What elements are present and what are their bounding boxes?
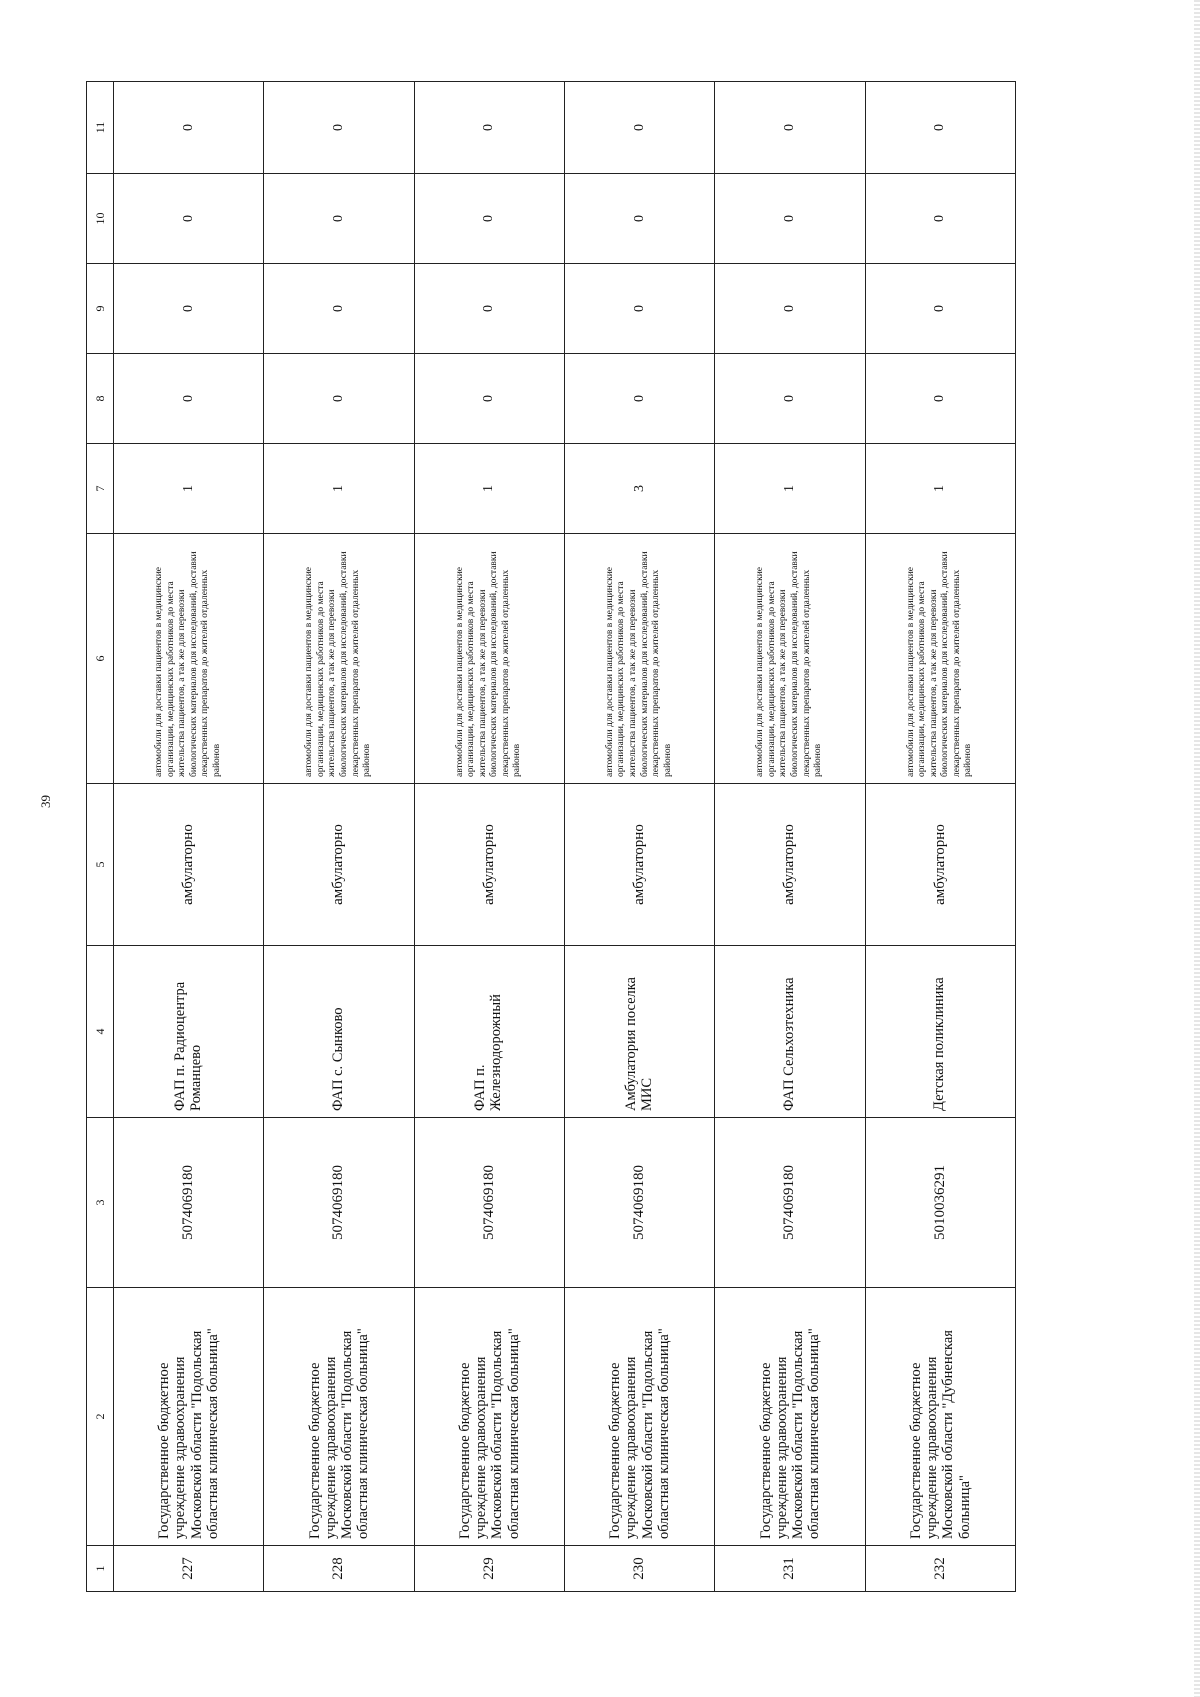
table-row [865,82,1015,1592]
scan-edge-artifact [1194,0,1200,1697]
subdivision-name: ФАП Сельхозтехника [715,946,865,1118]
organization-name: Государственное бюджетное учреждение здравоохранения Московской области "Подольская областная клиническая больница" [414,1288,564,1546]
value-col-10: 0 [414,174,564,264]
value-col-9: 0 [564,264,714,354]
value-col-7: 1 [114,444,264,534]
value-col-11: 0 [114,82,264,174]
value-col-7: 1 [715,444,865,534]
value-col-8: 0 [414,354,564,444]
page-number: 39 [38,795,53,808]
value-col-9: 0 [865,264,1015,354]
column-number: 2 [87,1288,114,1546]
transport-purpose: автомобили для доставки пациентов в медицинские организации, медицинских работников до места жительства пациентов, а так же для перевозки биологических материалов для исследований, доставки лекарственных препаратов до жителей отдаленных районов [114,534,264,784]
care-condition: амбулаторно [564,784,714,946]
table-row [564,82,714,1592]
value-col-9: 0 [114,264,264,354]
value-col-10: 0 [865,174,1015,264]
column-number: 9 [87,264,114,354]
column-number: 6 [87,534,114,784]
subdivision-name: ФАП п. Радиоцентра Романцево [114,946,264,1118]
column-number: 7 [87,444,114,534]
value-col-11: 0 [264,82,414,174]
rotated-table-container [86,82,1016,1592]
value-col-8: 0 [564,354,714,444]
care-condition: амбулаторно [414,784,564,946]
table-row [264,82,414,1592]
value-col-11: 0 [715,82,865,174]
column-number: 8 [87,354,114,444]
transport-purpose: автомобили для доставки пациентов в медицинские организации, медицинских работников до места жительства пациентов, а так же для перевозки биологических материалов для исследований, доставки лекарственных препаратов до жителей отдаленных районов [414,534,564,784]
value-col-7: 1 [264,444,414,534]
table-row [114,82,264,1592]
subdivision-name: ФАП с. Сынково [264,946,414,1118]
organization-inn: 5074069180 [715,1118,865,1288]
value-col-7: 1 [414,444,564,534]
organization-name: Государственное бюджетное учреждение здравоохранения Московской области "Подольская областная клиническая больница" [715,1288,865,1546]
transport-purpose: автомобили для доставки пациентов в медицинские организации, медицинских работников до места жительства пациентов, а так же для перевозки биологических материалов для исследований, доставки лекарственных препаратов до жителей отдаленных районов [715,534,865,784]
organization-name: Государственное бюджетное учреждение здравоохранения Московской области "Подольская областная клиническая больница" [564,1288,714,1546]
care-condition: амбулаторно [114,784,264,946]
value-col-7: 3 [564,444,714,534]
transport-purpose: автомобили для доставки пациентов в медицинские организации, медицинских работников до места жительства пациентов, а так же для перевозки биологических материалов для исследований, доставки лекарственных препаратов до жителей отдаленных районов [564,534,714,784]
subdivision-name: Амбулатория поселка МИС [564,946,714,1118]
row-number: 230 [564,1546,714,1592]
value-col-8: 0 [264,354,414,444]
care-condition: амбулаторно [264,784,414,946]
value-col-10: 0 [564,174,714,264]
organization-inn: 5074069180 [114,1118,264,1288]
column-number: 1 [87,1546,114,1592]
value-col-8: 0 [715,354,865,444]
transport-purpose: автомобили для доставки пациентов в медицинские организации, медицинских работников до места жительства пациентов, а так же для перевозки биологических материалов для исследований, доставки лекарственных препаратов до жителей отдаленных районов [264,534,414,784]
organization-name: Государственное бюджетное учреждение здравоохранения Московской области "Подольская областная клиническая больница" [114,1288,264,1546]
value-col-8: 0 [865,354,1015,444]
value-col-10: 0 [715,174,865,264]
column-number: 3 [87,1118,114,1288]
column-number: 4 [87,946,114,1118]
care-condition: амбулаторно [715,784,865,946]
care-condition: амбулаторно [865,784,1015,946]
row-number: 229 [414,1546,564,1592]
column-number: 5 [87,784,114,946]
column-number-row [87,82,114,1592]
value-col-9: 0 [414,264,564,354]
row-number: 232 [865,1546,1015,1592]
value-col-11: 0 [414,82,564,174]
organization-inn: 5074069180 [414,1118,564,1288]
table-row [715,82,865,1592]
value-col-11: 0 [564,82,714,174]
subdivision-name: Детская поликлиника [865,946,1015,1118]
value-col-9: 0 [264,264,414,354]
table-row [414,82,564,1592]
vehicles-table [86,81,1016,1592]
value-col-8: 0 [114,354,264,444]
row-number: 227 [114,1546,264,1592]
organization-name: Государственное бюджетное учреждение здравоохранения Московской области "Дубненская больница" [865,1288,1015,1546]
value-col-7: 1 [865,444,1015,534]
organization-name: Государственное бюджетное учреждение здравоохранения Московской области "Подольская областная клиническая больница" [264,1288,414,1546]
organization-inn: 5010036291 [865,1118,1015,1288]
column-number: 11 [87,82,114,174]
row-number: 231 [715,1546,865,1592]
value-col-11: 0 [865,82,1015,174]
transport-purpose: автомобили для доставки пациентов в медицинские организации, медицинских работников до места жительства пациентов, а так же для перевозки биологических материалов для исследований, доставки лекарственных препаратов до жителей отдаленных районов [865,534,1015,784]
value-col-10: 0 [264,174,414,264]
organization-inn: 5074069180 [264,1118,414,1288]
value-col-10: 0 [114,174,264,264]
column-number: 10 [87,174,114,264]
row-number: 228 [264,1546,414,1592]
value-col-9: 0 [715,264,865,354]
subdivision-name: ФАП п. Железнодорожный [414,946,564,1118]
organization-inn: 5074069180 [564,1118,714,1288]
